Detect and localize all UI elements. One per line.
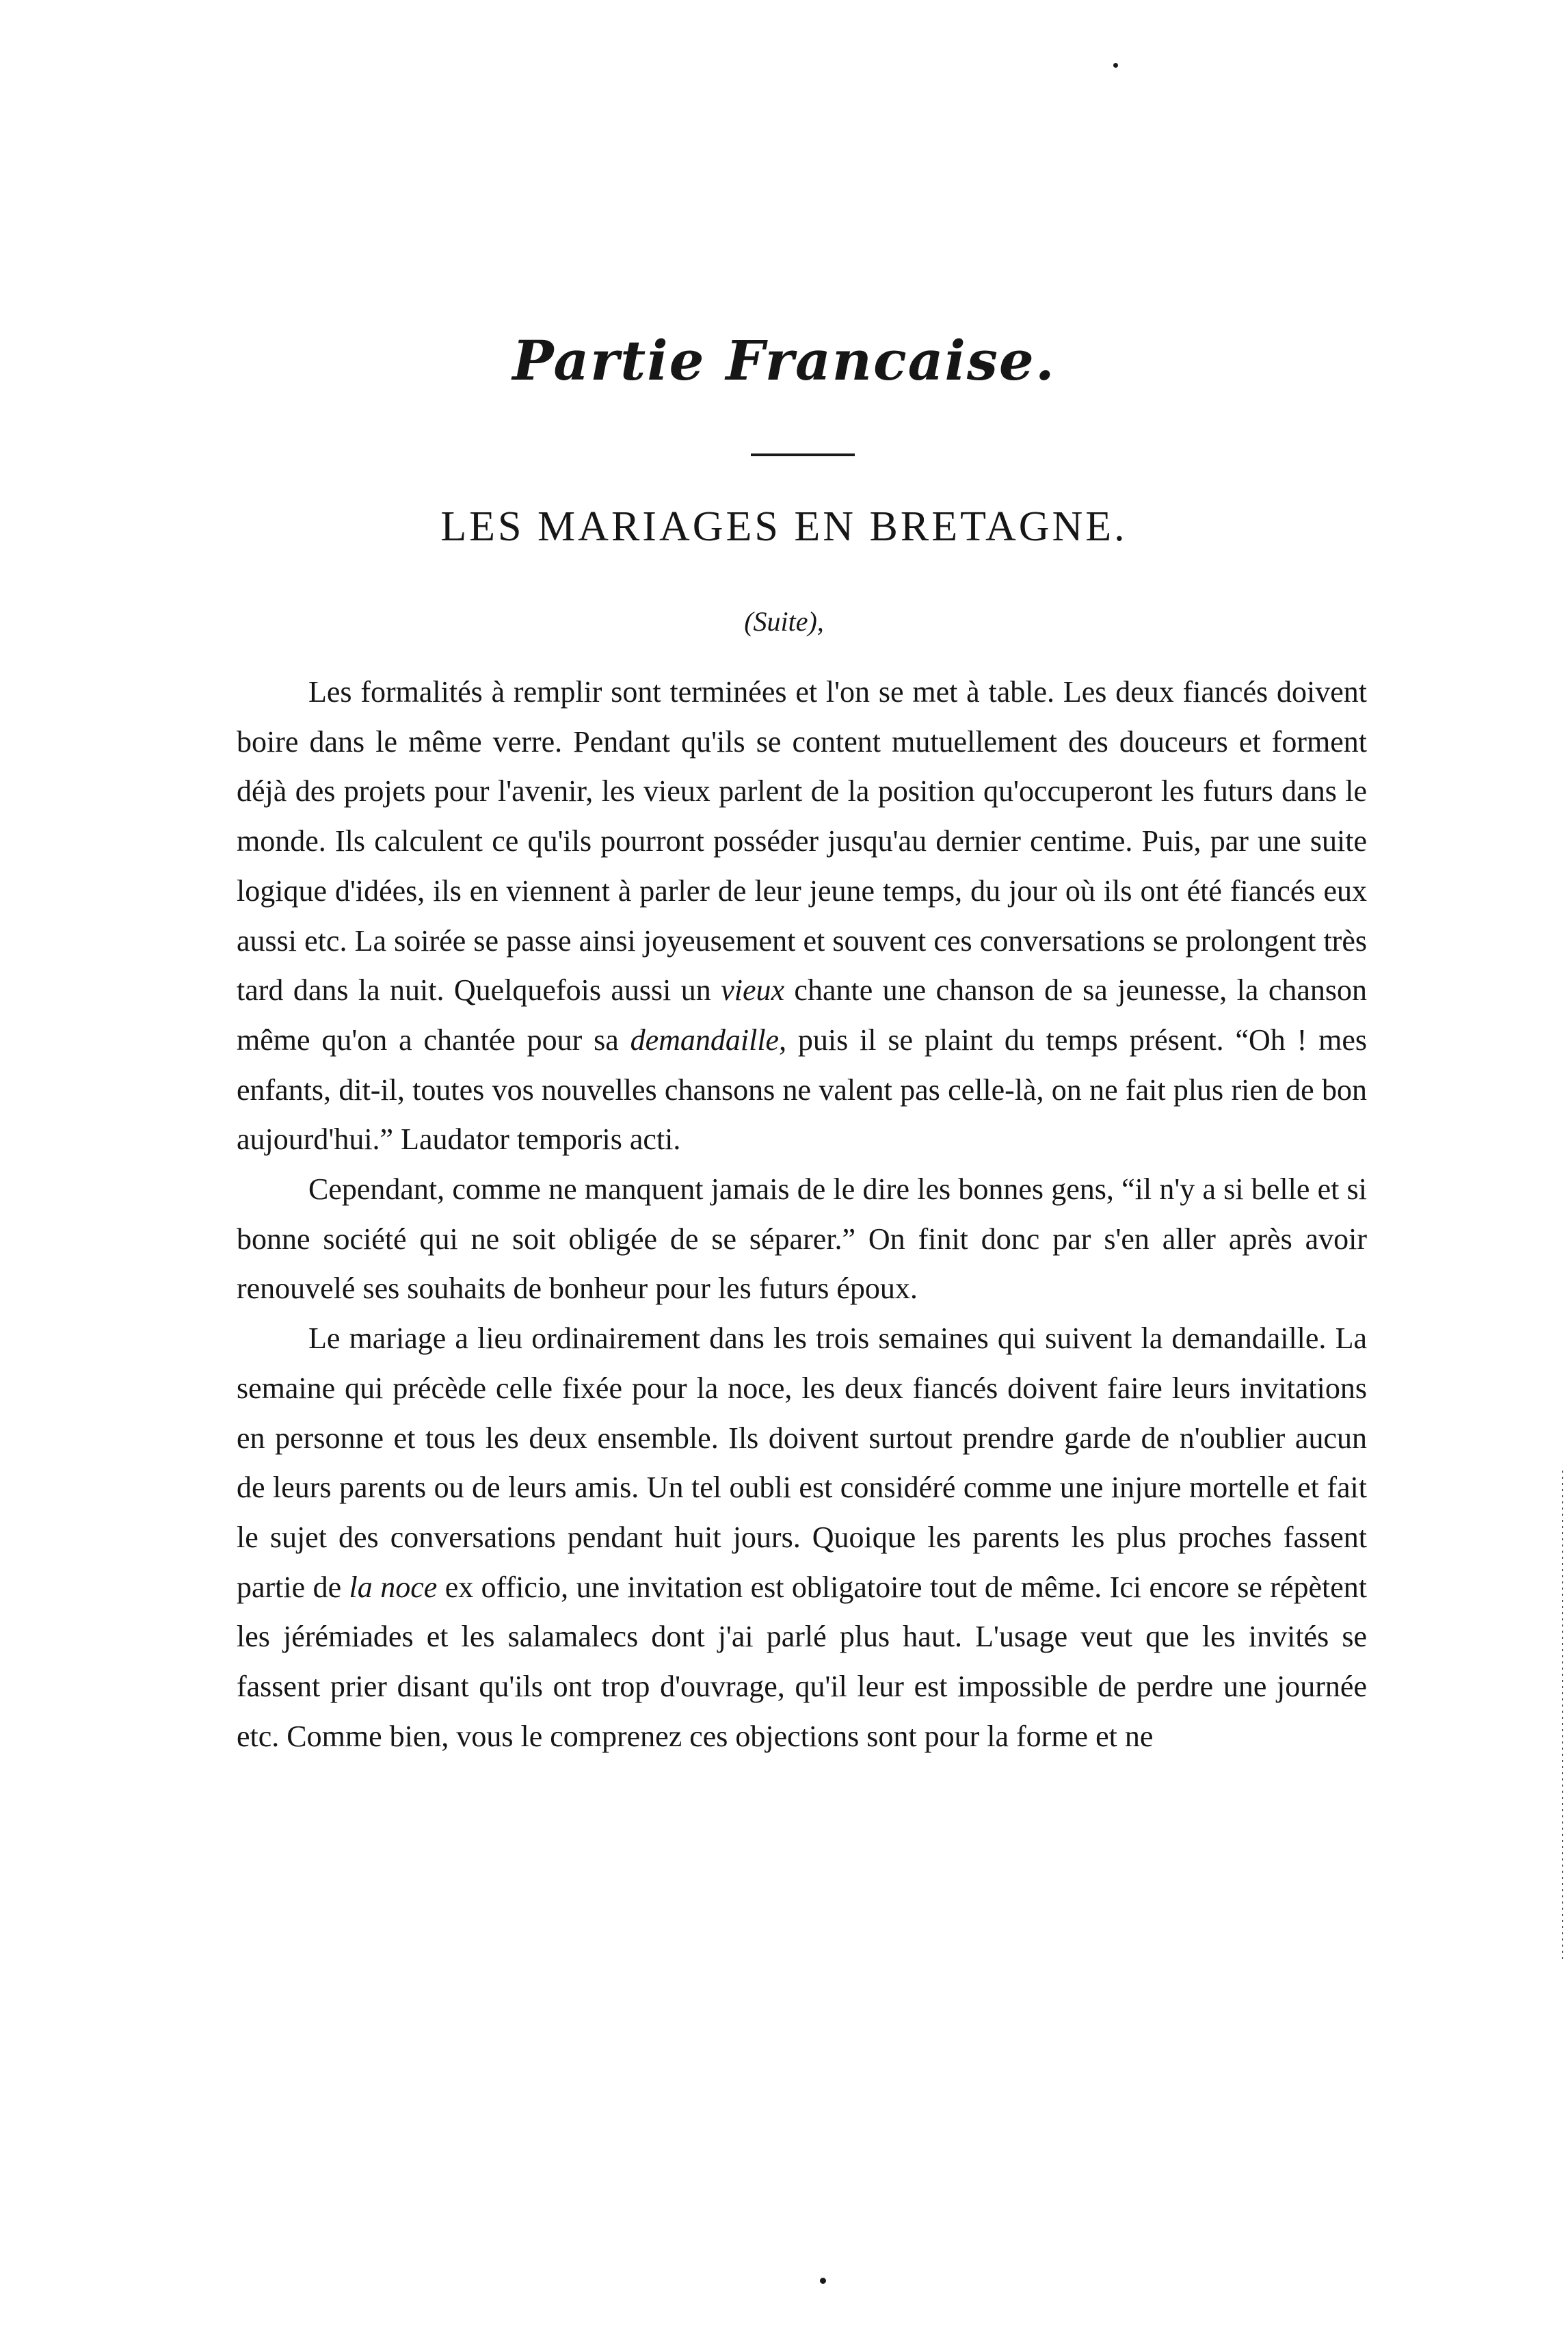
paragraph [237, 668, 1367, 1165]
scan-edge-marks [1562, 1471, 1563, 1963]
paragraph-text: ex officio, une invitation est obligatoire tout de même. Ici encore se répètent les jérémiades et les salamalecs dont j'ai parlé plus haut. L'usage veut que les invités se fassent prier disant qu'ils ont trop d'ouvrage, qu'il leur est impossible de perdre une journée etc. Comme bien, vous le comprenez ces objections sont pour la forme et ne [237, 1570, 1367, 1753]
paragraph-text: Cependant, comme ne manquent jamais de le dire les bonnes gens, “il n'y a si belle et si bonne société qui ne soit obligée de se séparer.” On finit donc par s'en aller après avoir renouvelé ses souhaits de bonheur pour les futurs époux. [237, 1172, 1367, 1306]
article-body [237, 668, 1367, 1761]
article-title: LES MARIAGES EN BRETAGNE. [440, 503, 1128, 550]
paragraph-text: Le mariage a lieu ordinairement dans les trois semaines qui suivent la demandaille. La semaine qui précède celle fixée pour la noce, les deux fiancés doivent faire leurs invitations en personne et tous les deux ensemble. Ils doivent surtout prendre garde de n'oublier aucun de leurs parents ou de leurs amis. Un tel oubli est considéré comme une injure mortelle et fait le sujet des conversations pendant huit jours. Quoique les parents les plus proches fassent partie de [237, 1321, 1367, 1604]
paragraph-text: chante une chanson de sa jeunesse, la chanson même qu'on a chantée pour sa [237, 973, 1367, 1057]
paragraph [237, 1314, 1367, 1761]
paragraph-text: , puis il se plaint du temps présent. “Oh ! mes enfants, dit-il, toutes vos nouvelles chansons ne valent pas celle-là, on ne fait plus rien de bon aujourd'hui.” Laudator temporis acti. [237, 1023, 1367, 1157]
italic-term: la noce [349, 1570, 438, 1604]
italic-term: vieux [721, 973, 785, 1008]
divider-rule [751, 453, 855, 456]
ink-speck [820, 2278, 826, 2284]
paragraph [237, 1165, 1367, 1314]
continuation-note: (Suite), [744, 606, 824, 637]
section-heading: Partie Francaise. [512, 328, 1056, 393]
italic-term: demandaille [630, 1023, 780, 1057]
paragraph-text: Les formalités à remplir sont terminées et l'on se met à table. Les deux fiancés doivent boire dans le même verre. Pendant qu'ils se content mutuellement des douceurs et forment déjà des projets pour l'avenir, les vieux parlent de la position qu'occuperont les futurs dans le monde. Ils calculent ce qu'ils pourront posséder jusqu'au dernier centime. Puis, par une suite logique d'idées, ils en viennent à parler de leur jeune temps, du jour où ils ont été fiancés eux aussi etc. La soirée se passe ainsi joyeusement et souvent ces conversations se prolongent très tard dans la nuit. Quelquefois aussi un [237, 675, 1367, 1008]
ink-speck [1113, 63, 1118, 68]
